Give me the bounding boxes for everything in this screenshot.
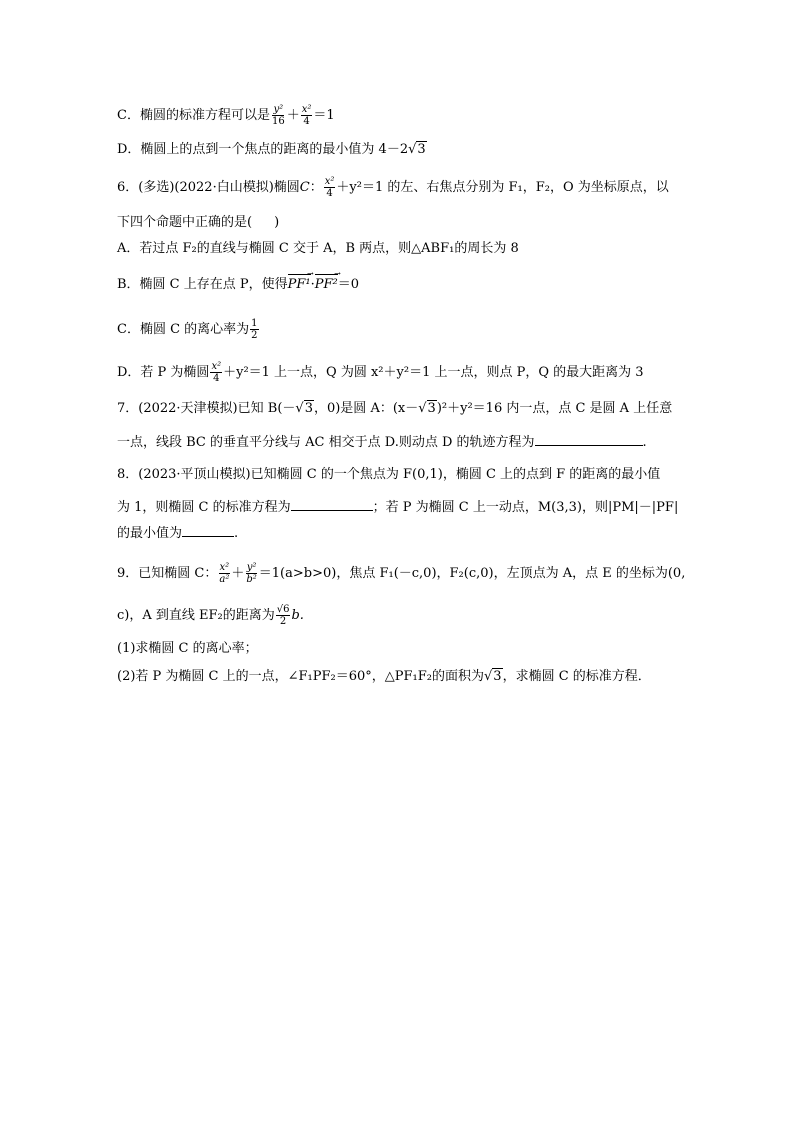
question-6-stem: 6．(多选)(2022·白山模拟)椭圆C： $\frac{\text{x²}}{4}$ ＋y²＝1 的左、右焦点分别为 F₁，F₂，O 为坐标原点，以 — [117, 176, 669, 199]
answer-blank[interactable] — [535, 433, 643, 446]
question-8-line-2: 为 1，则椭圆 C 的标准方程为 ；若 P 为椭圆 C 上一动点，M(3,3)，则|PM|－|PF| — [117, 500, 679, 515]
answer-blank[interactable] — [291, 498, 373, 511]
question-6-option-c: C．椭圆 C 的离心率为 $\frac{1}{2}$ — [117, 318, 258, 341]
question-9-part-2: (2)若 P 为椭圆 C 上的一点，∠F₁PF₂＝60°，△PF₁F₂的面积为√3，求椭圆 C 的标准方程． — [117, 669, 651, 684]
question-9-part-1: (1)求椭圆 C 的离心率； — [117, 641, 258, 656]
question-7-line-2: 一点，线段 BC 的垂直平分线与 AC 相交于点 D.则动点 D 的轨迹方程为 . — [117, 435, 647, 450]
sqrt: √3 — [408, 142, 426, 157]
question-9-stem: 9．已知椭圆 C： $\frac{\text{x²}}{\text{a²}}$ ＋ $\frac{\text{y²}}{\text{b²}}$ ＝1(a>b>0)，焦点 F₁(－c,0)，F₂(c,0)，左顶点为 A，点 E 的坐标为(0, — [117, 562, 686, 585]
question-6-option-a: A．若过点 F₂的直线与椭圆 C 交于 A，B 两点，则△ABF₁的周长为 8 — [117, 241, 519, 256]
fraction: $\frac{\text{x²}}{4}$ — [301, 104, 312, 127]
fraction: $\frac{1}{2}$ — [251, 318, 258, 341]
question-8-line-1: 8．(2023·平顶山模拟)已知椭圆 C 的一个焦点为 F(0,1)，椭圆 C 上的点到 F 的距离的最小值 — [117, 467, 661, 482]
vector-pf2: PF² → — [315, 276, 338, 294]
fraction: $\frac{\text{y²}}{16}$ — [271, 104, 285, 127]
fraction: $\frac{\text{x²}}{4}$ — [324, 176, 335, 199]
fraction: $\frac{√6}{2}$ — [276, 604, 290, 627]
option-c-ellipse-equation: C．椭圆的标准方程可以是 $\frac{\text{y²}}{16}$ ＋ $\frac{\text{x²}}{4}$ ＝1 — [117, 104, 335, 127]
sqrt: √3 — [295, 401, 313, 416]
question-7-line-1: 7．(2022·天津模拟)已知 B(－√3，0)是圆 A：(x－√3)²＋y²＝16 内一点，点 C 是圆 A 上任意 — [117, 401, 673, 416]
question-6-stem-cont: 下四个命题中正确的是( ) — [117, 215, 280, 230]
fraction: $\frac{\text{y²}}{\text{b²}}$ — [246, 562, 257, 585]
fraction: $\frac{\text{x²}}{\text{a²}}$ — [219, 562, 230, 585]
sqrt: √3 — [418, 401, 436, 416]
answer-blank[interactable] — [182, 524, 234, 537]
option-d-min-distance: D．椭圆上的点到一个焦点的距离的最小值为 4－2√3 — [117, 142, 426, 157]
vector-pf1: PF¹ → — [288, 276, 311, 294]
question-9-stem-cont: c)，A 到直线 EF₂的距离为 $\frac{√6}{2}$ b. — [117, 604, 304, 627]
option-c-prefix: C．椭圆的标准方程可以是 — [117, 108, 270, 123]
sqrt: √3 — [484, 669, 502, 684]
question-6-option-d: D．若 P 为椭圆 $\frac{\text{x²}}{4}$ ＋y²＝1 上一点，Q 为圆 x²＋y²＝1 上一点，则点 P，Q 的最大距离为 3 — [117, 361, 644, 384]
question-8-line-3: 的最小值为 . — [117, 526, 239, 541]
question-6-option-b: B．椭圆 C 上存在点 P，使得PF¹ →·PF² →＝0 — [117, 276, 359, 294]
fraction: $\frac{\text{x²}}{4}$ — [211, 361, 222, 384]
